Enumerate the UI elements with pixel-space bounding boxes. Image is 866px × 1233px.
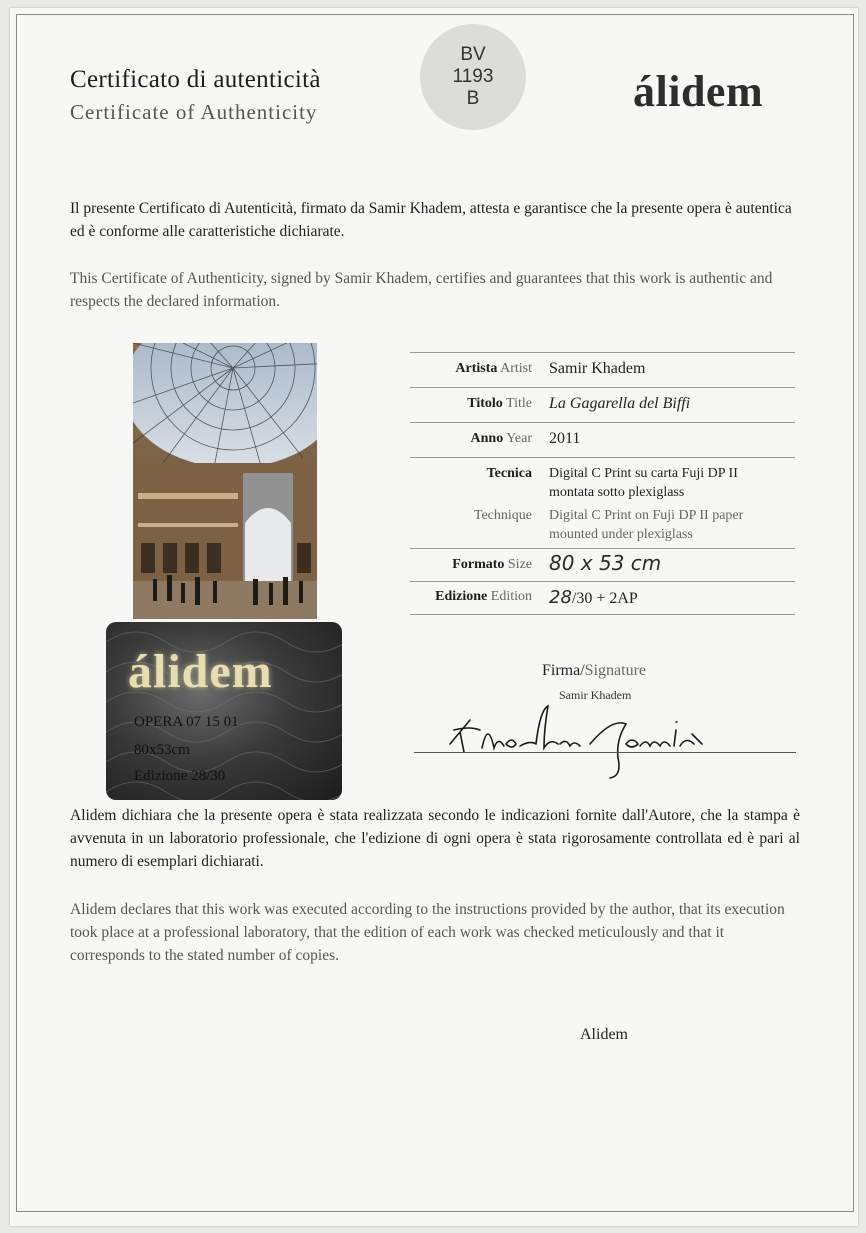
value-edition: 28/30 + 2AP <box>549 587 638 608</box>
label-size: Formato Size <box>452 557 532 572</box>
value-technique-it: Digital C Print su carta Fuji DP II montata sotto plexiglass <box>549 466 738 500</box>
intro-italian: Il presente Certificato di Autenticità, firmato da Samir Khadem, attesta e garantisce che la presente opera è autentica ed è conforme alle caratteristiche dichiarate. <box>70 200 792 240</box>
row-technique <box>410 457 795 548</box>
declaration-english: Alidem declares that this work was executed according to the instructions provided by the author, that its execution took place at a professional laboratory, that the edition of each work was checked meticulously and that it corresponds to the stated number of copies. <box>70 901 785 964</box>
hologram-opera-code: OPERA 07 15 01 <box>134 714 239 730</box>
declaration-italian: Alidem dichiara che la presente opera è stata realizzata secondo le indicazioni fornite dall'Autore, che la stampa è avvenuta in un laboratorio professionale, che l'edizione di ogni opera è stata rigorosamente controllata ed è pari al numero di esemplari dichiarati. <box>70 807 800 870</box>
value-title: La Gagarella del Biffi <box>549 395 691 412</box>
label-year: Anno Year <box>470 431 532 446</box>
label-technique-it: Tecnica <box>486 466 532 481</box>
hologram-edition: Edizione 28/30 <box>134 768 226 784</box>
title-english: Certificate of Authenticity <box>70 100 318 124</box>
intro-english: This Certificate of Authenticity, signed by Samir Khadem, certifies and guarantees that this work is authentic and respects the declared information. <box>70 270 773 310</box>
row-size <box>410 548 795 581</box>
title-italian: Certificato di autenticità <box>70 66 321 93</box>
signer-name: Samir Khadem <box>559 688 632 702</box>
artwork-details-table <box>410 352 795 615</box>
serial-line-1: BV <box>460 44 486 65</box>
closing-signature: Alidem <box>580 1026 628 1043</box>
row-edition <box>410 581 795 615</box>
value-year: 2011 <box>549 430 581 447</box>
handwritten-signature <box>440 700 740 785</box>
label-artist: Artista Artist <box>455 361 532 376</box>
artwork-photo <box>133 343 317 619</box>
signature-line <box>414 752 796 753</box>
row-artist <box>410 352 795 387</box>
serial-line-3: B <box>466 88 480 109</box>
value-artist: Samir Khadem <box>549 360 646 377</box>
label-edition: Edizione Edition <box>435 589 532 604</box>
alidem-logo: álidem <box>633 67 764 116</box>
hologram-logo: álidem <box>128 645 273 698</box>
serial-badge <box>420 24 526 130</box>
label-technique-en: Technique <box>473 508 532 523</box>
row-title <box>410 387 795 422</box>
signature-label: Firma/Signature <box>542 662 646 679</box>
hologram-size: 80x53cm <box>134 742 190 758</box>
label-title: Titolo Title <box>467 396 532 411</box>
serial-line-2: 1193 <box>452 66 494 87</box>
hologram-seal <box>106 622 342 800</box>
value-technique-en: Digital C Print on Fuji DP II paper mounted under plexiglass <box>549 508 744 542</box>
value-size: 80 x 53 cm <box>549 551 662 575</box>
row-year <box>410 422 795 457</box>
